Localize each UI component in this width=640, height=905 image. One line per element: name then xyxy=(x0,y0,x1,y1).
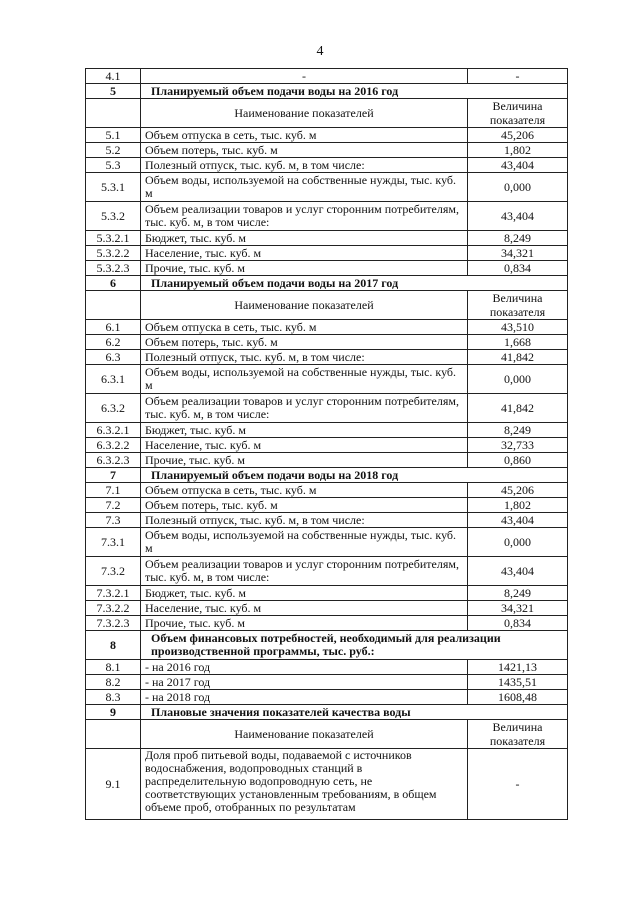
indicator-name: Бюджет, тыс. куб. м xyxy=(141,231,468,246)
row-number: 7.2 xyxy=(86,498,141,513)
column-header-row xyxy=(86,291,568,320)
indicator-value: 8,249 xyxy=(468,586,568,601)
indicator-value: 0,000 xyxy=(468,365,568,394)
indicator-name: - на 2016 год xyxy=(141,660,468,675)
indicator-name: Объем воды, используемой на собственные нужды, тыс. куб. м xyxy=(141,173,468,202)
section-title: Планируемый объем подачи воды на 2016 год xyxy=(141,84,568,99)
row-number: 6.1 xyxy=(86,320,141,335)
indicator-value: - xyxy=(468,749,568,820)
indicator-name: Объем потерь, тыс. куб. м xyxy=(141,498,468,513)
row-number: 7.3.1 xyxy=(86,528,141,557)
table-row xyxy=(86,158,568,173)
section-title: Планируемый объем подачи воды на 2017 год xyxy=(141,276,568,291)
table-row xyxy=(86,69,568,84)
table-row xyxy=(86,660,568,675)
indicator-name: Объем реализации товаров и услуг сторонним потребителям, тыс. куб. м, в том числе: xyxy=(141,202,468,231)
indicator-value: 45,206 xyxy=(468,128,568,143)
indicator-value: 0,000 xyxy=(468,528,568,557)
indicator-name: Объем потерь, тыс. куб. м xyxy=(141,143,468,158)
row-number: 5.3.2.3 xyxy=(86,261,141,276)
section-title: Плановые значения показателей качества воды xyxy=(141,705,568,720)
table-row xyxy=(86,557,568,586)
row-number: 7.3.2.1 xyxy=(86,586,141,601)
indicator-name: Объем реализации товаров и услуг сторонним потребителям, тыс. куб. м, в том числе: xyxy=(141,394,468,423)
table-row xyxy=(86,513,568,528)
indicator-value: 41,842 xyxy=(468,394,568,423)
table-row xyxy=(86,498,568,513)
section-number: 5 xyxy=(86,84,141,99)
indicator-name: Население, тыс. куб. м xyxy=(141,246,468,261)
section-row xyxy=(86,631,568,660)
table-row xyxy=(86,423,568,438)
indicator-value: 43,510 xyxy=(468,320,568,335)
indicator-name: Население, тыс. куб. м xyxy=(141,601,468,616)
indicators-table xyxy=(85,68,568,820)
indicator-name: Объем реализации товаров и услуг сторонним потребителям, тыс. куб. м, в том числе: xyxy=(141,557,468,586)
table-row xyxy=(86,528,568,557)
section-row xyxy=(86,468,568,483)
indicator-value: 34,321 xyxy=(468,601,568,616)
header-name: Наименование показателей xyxy=(141,99,468,128)
row-number: 6.3.2.2 xyxy=(86,438,141,453)
section-number: 7 xyxy=(86,468,141,483)
section-row xyxy=(86,276,568,291)
row-number: 4.1 xyxy=(86,69,141,84)
column-header-row xyxy=(86,99,568,128)
section-row xyxy=(86,705,568,720)
table-row xyxy=(86,143,568,158)
indicator-name: - xyxy=(141,69,468,84)
row-number: 5.1 xyxy=(86,128,141,143)
table-row xyxy=(86,320,568,335)
header-value: Величина показателя xyxy=(468,99,568,128)
indicator-name: Объем отпуска в сеть, тыс. куб. м xyxy=(141,483,468,498)
table-row xyxy=(86,586,568,601)
row-number: 5.3.2.2 xyxy=(86,246,141,261)
row-number: 5.3 xyxy=(86,158,141,173)
table-row xyxy=(86,616,568,631)
page-number: 4 xyxy=(316,44,324,59)
table-row xyxy=(86,601,568,616)
section-number: 8 xyxy=(86,631,141,660)
column-header-row xyxy=(86,720,568,749)
row-number: 7.3.2 xyxy=(86,557,141,586)
table-row xyxy=(86,438,568,453)
table-row xyxy=(86,453,568,468)
indicator-value: 0,000 xyxy=(468,173,568,202)
row-number: 7.3.2.3 xyxy=(86,616,141,631)
header-value: Величина показателя xyxy=(468,720,568,749)
indicator-value: 0,860 xyxy=(468,453,568,468)
indicator-name: - на 2017 год xyxy=(141,675,468,690)
indicator-value: 0,834 xyxy=(468,616,568,631)
header-number-cell xyxy=(86,99,141,128)
indicator-value: 8,249 xyxy=(468,231,568,246)
row-number: 8.2 xyxy=(86,675,141,690)
indicator-value: 34,321 xyxy=(468,246,568,261)
indicator-name: Полезный отпуск, тыс. куб. м, в том числе: xyxy=(141,158,468,173)
indicator-value: 1,668 xyxy=(468,335,568,350)
header-value: Величина показателя xyxy=(468,291,568,320)
table-row xyxy=(86,675,568,690)
table-row xyxy=(86,690,568,705)
row-number: 5.3.2.1 xyxy=(86,231,141,246)
indicator-value: 1421,13 xyxy=(468,660,568,675)
indicator-name: Прочие, тыс. куб. м xyxy=(141,616,468,631)
indicator-value: 41,842 xyxy=(468,350,568,365)
table-body xyxy=(86,69,568,820)
row-number: 9.1 xyxy=(86,749,141,820)
indicator-name: Население, тыс. куб. м xyxy=(141,438,468,453)
table-row xyxy=(86,350,568,365)
table-row xyxy=(86,483,568,498)
row-number: 6.3.2.3 xyxy=(86,453,141,468)
indicator-name: Доля проб питьевой воды, подаваемой с источников водоснабжения, водопроводных станций в распределительную водопроводную сеть, не соответствующих установленным требованиям, в общем объеме проб, отобранных по результатам xyxy=(141,749,468,820)
table-row xyxy=(86,749,568,820)
indicator-name: Бюджет, тыс. куб. м xyxy=(141,423,468,438)
indicator-value: 1435,51 xyxy=(468,675,568,690)
row-number: 7.3.2.2 xyxy=(86,601,141,616)
table-row xyxy=(86,335,568,350)
indicator-value: 1,802 xyxy=(468,143,568,158)
table-row xyxy=(86,173,568,202)
indicator-value: 1608,48 xyxy=(468,690,568,705)
indicator-value: 1,802 xyxy=(468,498,568,513)
row-number: 7.1 xyxy=(86,483,141,498)
indicator-value: - xyxy=(468,69,568,84)
indicator-name: Объем отпуска в сеть, тыс. куб. м xyxy=(141,320,468,335)
indicator-name: Прочие, тыс. куб. м xyxy=(141,453,468,468)
row-number: 8.3 xyxy=(86,690,141,705)
section-row xyxy=(86,84,568,99)
indicator-value: 8,249 xyxy=(468,423,568,438)
row-number: 6.3 xyxy=(86,350,141,365)
row-number: 5.3.2 xyxy=(86,202,141,231)
header-name: Наименование показателей xyxy=(141,720,468,749)
header-name: Наименование показателей xyxy=(141,291,468,320)
indicator-name: Полезный отпуск, тыс. куб. м, в том числе: xyxy=(141,350,468,365)
row-number: 7.3 xyxy=(86,513,141,528)
table-row xyxy=(86,365,568,394)
table-row xyxy=(86,261,568,276)
indicator-name: Объем воды, используемой на собственные нужды, тыс. куб. м xyxy=(141,365,468,394)
section-number: 9 xyxy=(86,705,141,720)
row-number: 6.3.2 xyxy=(86,394,141,423)
indicator-value: 0,834 xyxy=(468,261,568,276)
indicator-value: 43,404 xyxy=(468,557,568,586)
indicator-value: 43,404 xyxy=(468,202,568,231)
row-number: 6.2 xyxy=(86,335,141,350)
indicator-value: 45,206 xyxy=(468,483,568,498)
row-number: 5.3.1 xyxy=(86,173,141,202)
row-number: 5.2 xyxy=(86,143,141,158)
section-title: Объем финансовых потребностей, необходимый для реализации производственной программы, тыс. руб.: xyxy=(141,631,568,660)
row-number: 8.1 xyxy=(86,660,141,675)
row-number: 6.3.2.1 xyxy=(86,423,141,438)
row-number: 6.3.1 xyxy=(86,365,141,394)
indicator-name: Прочие, тыс. куб. м xyxy=(141,261,468,276)
indicator-name: Объем отпуска в сеть, тыс. куб. м xyxy=(141,128,468,143)
table-row xyxy=(86,128,568,143)
section-number: 6 xyxy=(86,276,141,291)
table-row xyxy=(86,231,568,246)
table-row xyxy=(86,394,568,423)
section-title: Планируемый объем подачи воды на 2018 год xyxy=(141,468,568,483)
table-row xyxy=(86,202,568,231)
indicator-name: Объем потерь, тыс. куб. м xyxy=(141,335,468,350)
indicator-name: Бюджет, тыс. куб. м xyxy=(141,586,468,601)
indicator-name: - на 2018 год xyxy=(141,690,468,705)
header-number-cell xyxy=(86,291,141,320)
indicator-name: Полезный отпуск, тыс. куб. м, в том числе: xyxy=(141,513,468,528)
table-row xyxy=(86,246,568,261)
header-number-cell xyxy=(86,720,141,749)
indicator-value: 32,733 xyxy=(468,438,568,453)
indicator-name: Объем воды, используемой на собственные нужды, тыс. куб. м xyxy=(141,528,468,557)
indicator-value: 43,404 xyxy=(468,513,568,528)
indicator-value: 43,404 xyxy=(468,158,568,173)
